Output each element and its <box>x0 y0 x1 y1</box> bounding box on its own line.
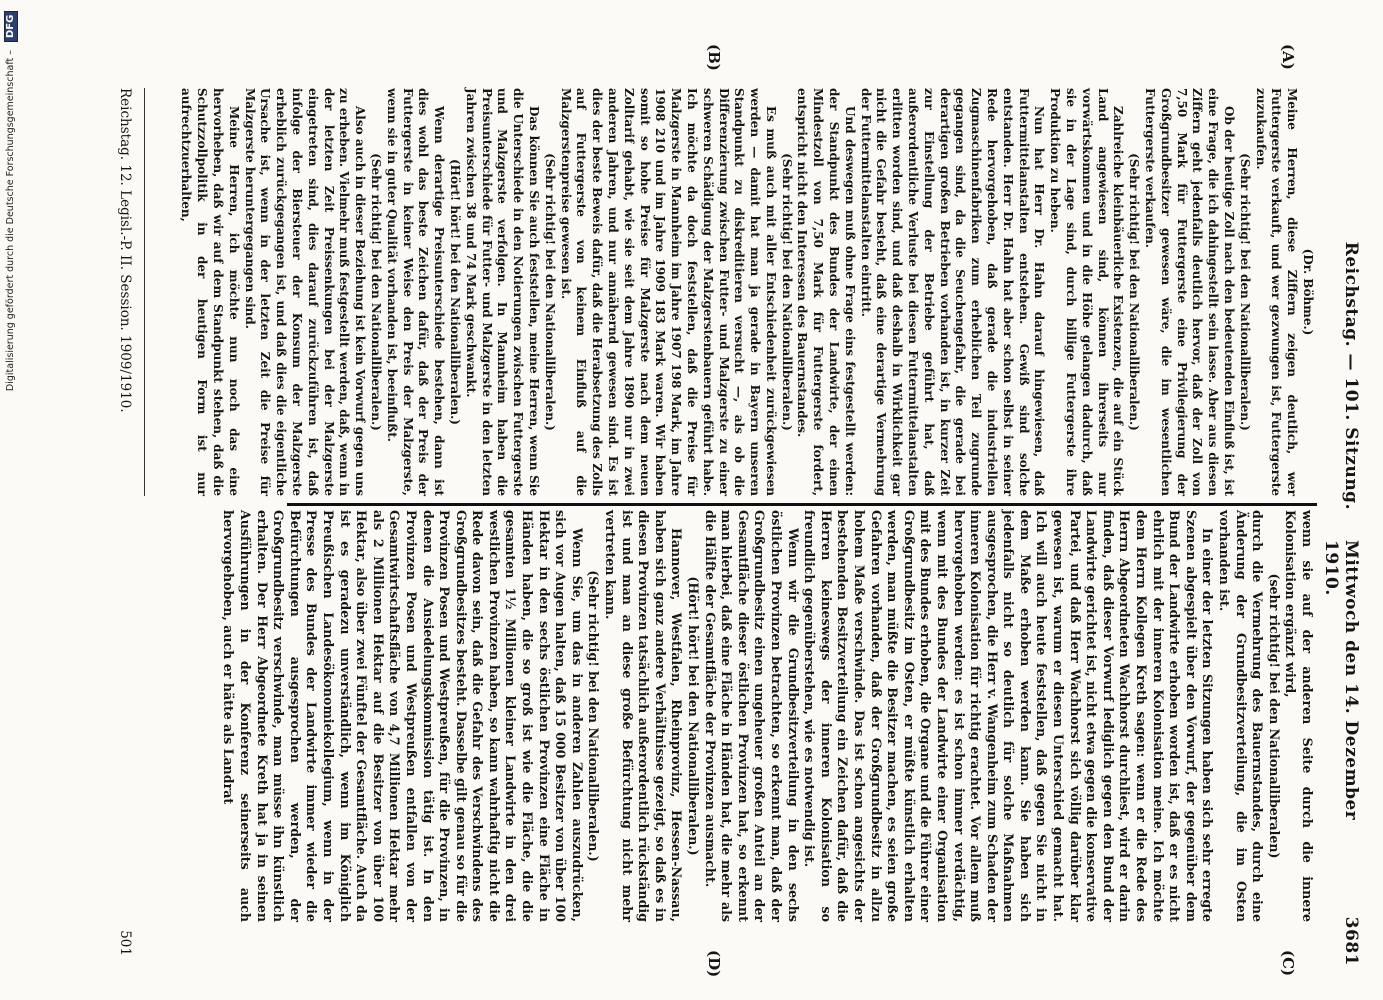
paragraph: durch die Vermehrung des Bauernstandes, durch eine Änderung der Grundbesitzverteilung, die im Osten vorhanden ist. <box>1217 510 1266 922</box>
paragraph: Das können Sie auch feststellen, meine Herren, wenn Sie die Unterschiede in den Notierungen zwischen Futtergerste und Malzgerste verfolgen. In Mannheim haben die Preisunterschiede für Futter- und Malzgerste in den letzten Jahren zwischen 38 und 74 Mark geschwankt. <box>463 88 541 496</box>
paragraph: Zahlreiche kleinbäuerliche Existenzen, die auf ein Stück Land angewiesen sind, können ihrerseits nur vorwärtskommen und in die Höhe gelangen dadurch, daß sie in der Lage sind, durch billige Futtergerste ihre Produktion zu heben. <box>1048 88 1126 496</box>
paragraph: Nun hat Herr Dr. Hahn darauf hingewiesen, daß Futtermittelanstalten entstehen. Gewiß sind solche entstanden. Herr Dr. Hahn hat aber schon selbst in seiner Rede hervorgehoben, daß gerade die industriellen Zugmaschinenfabriken zum erheblichen Teil zugrunde gegangen sind, da die Seuchengefahr, die gerade bei derartigen großen Betrieben vorhanden ist, in kurzer Zeit zur Einstellung der Betriebe geführt hat, daß außerordentliche Verluste bei diesen Futtermittelanstalten erlitten worden sind, und daß deshalb in Wirklichkeit gar nicht die Gefahr besteht, daß eine derartige Vermehrung der Futtermittelanstalten eintritt. <box>858 88 1047 496</box>
paragraph: Wenn derartige Preisunterschiede bestehen, dann ist dies wohl das beste Zeichen dafür, daß der Preis der Futtergerste in keiner Weise den Preis der Malzgerste, wenn sie in guter Qualität vorhanden ist, beeinflußt. <box>384 88 447 496</box>
paragraph: Und deswegen muß ohne Frage eins festgestellt werden: der Standpunkt des Bundes der Landwirte, der einen Mindestzoll von 7,50 Mark für Futtergerste fordert, entspricht nicht den Interessen des Bauernstandes. <box>795 88 857 496</box>
paragraph: Wenn wir die Grundbesitzverteilung in den sechs östlichen Provinzen betrachten, so erkennt man, daß der Großgrundbesitz einen ungeheuer großen Anteil an der Gesamtfläche dieser östlichen Provinzen hat, so erkennt man hierbei, daß eine Fläche in Händen hat, die mehr als die Hälfte der Gesamtfläche der Provinzen ausmacht. <box>702 510 801 922</box>
paragraph: Hannover, Westfalen, Rheinprovinz, Hessen-Nassau, haben sich ganz andere Verhältnisse gezeigt, so daß es in diesen Provinzen tatsächlich außerordentlich rückständig ist und man an diese große Befürchtung nicht mehr vertreten kann. <box>603 510 685 922</box>
running-header-date: Mittwoch den 14. Dezember 1910. <box>1321 540 1361 821</box>
interjection: (Sehr richtig! bei den Nationalliberalen.) <box>1127 153 1142 431</box>
paragraph: Ob der heutige Zoll nach den bedeutenden Einfluß ist, ist eine Frage, die ich dahingestellt sein lasse. Aber aus diesen Ziffern geht jedenfalls deutlich hervor, daß der Zoll von 7,50 Mark für Futtergerste eine Privilegierung der Großgrundbesitzer gewesen wäre, die im wesentlichen Futtergerste verkaufen. <box>1143 88 1237 496</box>
interjection: (Sehr richtig! bei den Nationalliberalen.) <box>542 153 557 431</box>
dfg-logo-icon: DFG <box>4 11 18 42</box>
interjection: (sehr richtig! bei den Nationalliberalen) <box>1266 573 1282 859</box>
paragraph: wenn sie auf der anderen Seite durch die innere Kolonisation ergänzt wird, <box>1283 510 1315 922</box>
interjection: (Sehr richtig! bei den Nationalliberalen.) <box>1237 153 1252 431</box>
paragraph: Meine Herren, diese Ziffern zeigen deutlich, wer Futtergerste verkauft, und wer gezwungen ist, Futtergerste zuzukaufen. <box>1253 88 1300 496</box>
interjection: (Sehr richtig! bei den Nationalliberalen.) <box>586 570 602 862</box>
page-number: 3681 <box>1341 916 1361 966</box>
paragraph: Wenn Sie, um das in anderen Zahlen auszudrücken, sich vor Augen halten, daß 15 000 Besitzer von über 100 Hektar in den sechs östlichen Provinzen eine Fläche in Händen haben, die so groß ist wie die Fläche, die die gesamten 1½ Millionen kleiner Landwirte in den drei westlichen Provinzen haben, so kann wahrhaftig nicht die Rede davon sein, daß die Gefahr des Verschwindens des Großgrundbesitzes besteht. Dasselbe gilt genau so für die Provinzen Posen und Westpreußen, für die Provinzen, in denen die Ansiedelungskommission tätig ist. In den Provinzen Posen und Westpreußen entfallen von der Gesamtwirtschaftsfläche von 4,7 Millionen Hektar mehr als 2 Millionen Hektar auf die Besitzer von über 100 Hektar, also über zwei Fünftel der Gesamtfläche. Auch da ist es geradezu unverständlich, wenn im Königlich Preußischen Landesökonomiekollegium, wenn in der Presse des Bundes der Landwirte immer wieder die Befürchtungen ausgesprochen werden, der Großgrundbesitz verschwinde, man müsse ihn künstlich erhalten. Der Herr Abgeordnete Kreth hat ja in seinen Ausführungen in der Konferenz seinerseits auch hervorgehoben, auch er hätte als Landrat <box>221 510 585 922</box>
interjection: (Hört! hört! bei den Nationalliberalen.) <box>447 159 462 425</box>
digitization-credit <box>3 0 19 1000</box>
margin-marker-a: (A) <box>1279 44 1297 70</box>
margin-marker-d: (D) <box>705 950 723 978</box>
paragraph: Also auch in dieser Beziehung ist kein Vorwurf gegen uns zu erheben. Vielmehr muß festgestellt werden, daß, wenn in der letzten Zeit Preissenkungen bei der Malzgerste eingetreten sind, dies darauf zurückzuführen ist, daß infolge der Biersteuer der Konsum der Malzgerste erheblich zurückgegangen ist, und daß dies die eigentliche Ursache ist, wenn in der letzten Zeit die Preise für Malzgerste heruntergegangen sind. <box>242 88 368 496</box>
credit-text: Digitalisierung gefördert durch die Deutsche Forschungsgemeinschaft – <box>5 50 16 392</box>
margin-marker-b: (B) <box>705 44 723 71</box>
interjection: (Hört! hört! bei den Nationalliberalen.) <box>686 576 702 856</box>
interjection: (Sehr richtig! bei den Nationalliberalen.) <box>368 153 383 431</box>
margin-marker-c: (C) <box>1279 950 1297 977</box>
footer-page-number: 501 <box>117 930 133 956</box>
paragraph: Meine Herren, ich möchte nun noch das eine hervorheben, daß wir auf dem Standpunkt stehen, daß die Schutzzollpolitik in der heutigen Form ist nur aufrechtzuerhalten, <box>179 88 241 496</box>
footer-rule <box>144 88 145 496</box>
interjection: (Sehr richtig! bei den Nationalliberalen.) <box>779 153 794 431</box>
column-divider <box>287 503 1317 506</box>
text-column-right <box>220 510 1315 922</box>
text-column-left <box>178 88 1315 496</box>
paragraph: In einer der letzten Sitzungen haben sich sehr erregte Szenen abgespielt über den Vorwurf, der gegenüber dem Bund der Landwirte erhoben worden ist, daß er es nicht ehrlich mit der inneren Kolonisation meine. Ich möchte dem Herrn Kollegen Kreth sagen: wenn er die Rede des Herrn Abgeordneten Wachhorst durchliest, wird er darin finden, daß dieser Vorwurf lediglich gegen den Bund der Landwirte gerichtet ist, nicht etwa gegen die konservative Partei, und daß Herr Wachhorst sich völlig darüber klar gewesen ist, warum er diesen Unterschied gemacht hat. Ich will auch heute feststellen, daß gegen Sie nicht in dem Maße erhoben werden kann. Sie haben sich jedenfalls nicht so deutlich für solche Maßnahmen ausgesprochen, die Herr v. Wangenheim zum Schaden der inneren Kolonisation für richtig erachtet. Vor allem muß hervorgehoben werden: es ist schon immer verdächtig, wenn mit des Bundes der Landwirte einer Organisation mit des Bundes erhoben, die Organe und die Führer einer Großgrundbesitz im Osten, er müßte künstlich erhalten werden, man müßte die Besitzer machen, es seien große Gefahren vorhanden, daß der Großgrundbesitz in allzu hohem Maße verschwinde. Das ist schon angesichts der bestehenden Besitzverteilung ein Zeichen dafür, daß die Herren keineswegs der inneren Kolonisation so freundlich gegenüberstehen, wie es notwendig ist. <box>802 510 1216 922</box>
paragraph: Es muß auch mit aller Entschiedenheit zurückgewiesen werden — damit hat man ja gerade in Bayern unseren Standpunkt zu diskreditieren versucht —, als ob die Differenzierung zwischen Futter- und Malzgerste zu einer schweren Schädigung der Malzgerstenbauern geführt habe. Ich möchte da doch feststellen, daß die Preise für Malzgerste in Mannheim im Jahre 1907 198 Mark, im Jahre 1908 210 und im Jahre 1909 183 Mark waren. Wir haben somit so hohe Preise für Malzgerste nach dem neuen Zolltarif gehabt, wie sie seit dem Jahre 1890 nur in zwei anderen Jahren, und nur annähernd gewesen sind. Es ist dies der beste Beweis dafür, daß die Herabsetzung des Zolls auf Futtergerste von keinem Einfluß auf die Malzgerstenpreise gewesen ist. <box>558 88 778 496</box>
interjection: (Dr. Böhme.) <box>1301 248 1315 336</box>
running-header-left: Reichstag. — 101. Sitzung. <box>1341 241 1361 510</box>
footer-session-info: Reichstag. 12. Legisl.-P. II. Session. 1909/1910. <box>117 88 133 413</box>
